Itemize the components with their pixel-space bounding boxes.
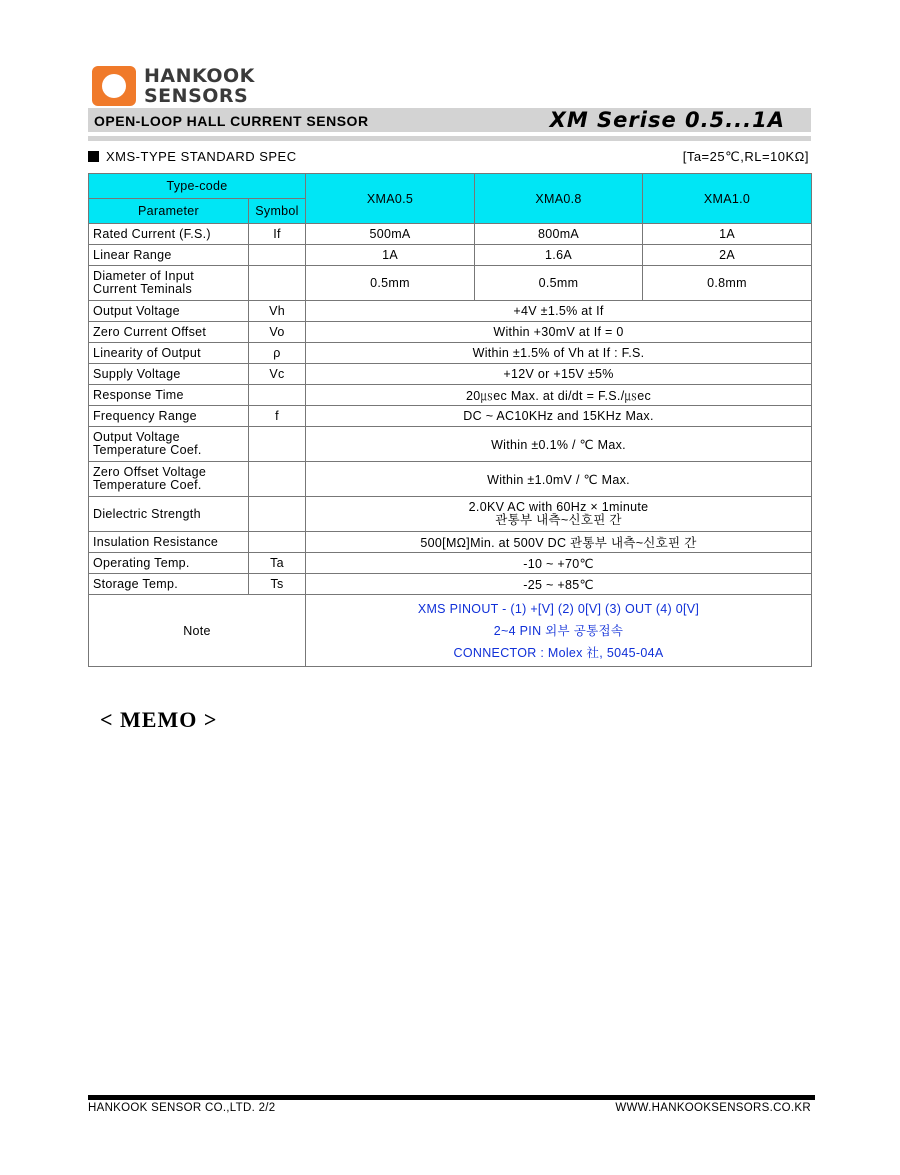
- symbol-cell: [249, 385, 306, 406]
- param-cell: Response Time: [89, 385, 249, 406]
- table-row: [89, 497, 812, 532]
- test-conditions: [Ta=25℃,RL=10KΩ]: [682, 149, 809, 164]
- note-content: [306, 595, 812, 667]
- table-row: [89, 301, 812, 322]
- value-cell: 2A: [643, 245, 812, 266]
- value-cell: 1A: [643, 224, 812, 245]
- logo-line-1: HANKOOK: [144, 65, 255, 87]
- table-row: [89, 385, 812, 406]
- spec-table: [88, 173, 812, 667]
- table-row: [89, 343, 812, 364]
- value-cell: 20㎲ec Max. at di/dt = F.S./㎲ec: [306, 385, 812, 406]
- value-cell: [306, 497, 812, 532]
- value-cell: 0.8mm: [643, 266, 812, 301]
- param-line-2: Temperature Coef.: [93, 443, 202, 457]
- value-cell: Within +30mV at If = 0: [306, 322, 812, 343]
- document-subtitle: OPEN-LOOP HALL CURRENT SENSOR: [94, 113, 369, 129]
- table-row: [89, 322, 812, 343]
- table-header-row: [89, 174, 812, 199]
- table-row: [89, 406, 812, 427]
- param-cell: Dielectric Strength: [89, 497, 249, 532]
- param-cell: Supply Voltage: [89, 364, 249, 385]
- table-row: [89, 364, 812, 385]
- param-cell: Frequency Range: [89, 406, 249, 427]
- param-cell: [89, 266, 249, 301]
- header-model-2: XMA0.8: [475, 174, 643, 224]
- logo-mark-icon: [92, 66, 136, 106]
- param-cell: Linearity of Output: [89, 343, 249, 364]
- symbol-cell: Ta: [249, 553, 306, 574]
- param-cell: Zero Current Offset: [89, 322, 249, 343]
- param-cell: Linear Range: [89, 245, 249, 266]
- param-line-2: Current Teminals: [93, 282, 193, 296]
- value-cell: Within ±1.0mV / ℃ Max.: [306, 462, 812, 497]
- value-cell: -10 ~ +70℃: [306, 553, 812, 574]
- value-cell: 1.6A: [475, 245, 643, 266]
- value-cell: 1A: [306, 245, 475, 266]
- header-model-3: XMA1.0: [643, 174, 812, 224]
- bullet-square-icon: [88, 151, 99, 162]
- symbol-cell: [249, 266, 306, 301]
- table-row: [89, 224, 812, 245]
- table-row: [89, 266, 812, 301]
- value-cell: 800mA: [475, 224, 643, 245]
- value-cell: Within ±0.1% / ℃ Max.: [306, 427, 812, 462]
- header-type-code: Type-code: [89, 174, 306, 199]
- value-cell: +12V or +15V ±5%: [306, 364, 812, 385]
- memo-heading: < MEMO >: [100, 707, 218, 732]
- value-cell: -25 ~ +85℃: [306, 574, 812, 595]
- symbol-cell: If: [249, 224, 306, 245]
- value-cell: +4V ±1.5% at If: [306, 301, 812, 322]
- footer-website: WWW.HANKOOKSENSORS.CO.KR: [615, 1102, 811, 1114]
- symbol-cell: [249, 245, 306, 266]
- symbol-cell: Vo: [249, 322, 306, 343]
- note-common: 2~4 PIN 외부 공통접속: [493, 623, 624, 638]
- param-cell: [89, 462, 249, 497]
- param-cell: Output Voltage: [89, 301, 249, 322]
- header-model-1: XMA0.5: [306, 174, 475, 224]
- value-cell: 0.5mm: [475, 266, 643, 301]
- table-row: [89, 574, 812, 595]
- company-logo: [92, 66, 292, 106]
- param-line-1: Diameter of Input: [93, 269, 194, 283]
- document-title: XM Serise 0.5...1A: [549, 108, 785, 132]
- symbol-cell: Ts: [249, 574, 306, 595]
- param-cell: Storage Temp.: [89, 574, 249, 595]
- symbol-cell: [249, 462, 306, 497]
- param-line-1: Output Voltage: [93, 430, 180, 444]
- logo-line-2: SENSORS: [144, 85, 249, 107]
- symbol-cell: ρ: [249, 343, 306, 364]
- section-label: XMS-TYPE STANDARD SPEC: [106, 149, 297, 164]
- header-parameter: Parameter: [89, 199, 249, 224]
- param-cell: Operating Temp.: [89, 553, 249, 574]
- value-cell: DC ~ AC10KHz and 15KHz Max.: [306, 406, 812, 427]
- symbol-cell: [249, 532, 306, 553]
- param-line-2: Temperature Coef.: [93, 478, 202, 492]
- table-row: [89, 553, 812, 574]
- table-row: [89, 245, 812, 266]
- footer-company: HANKOOK SENSOR CO.,LTD. 2/2: [88, 1102, 276, 1114]
- param-cell: Insulation Resistance: [89, 532, 249, 553]
- footer-divider: [88, 1095, 815, 1100]
- note-label: Note: [89, 595, 306, 667]
- param-cell: [89, 427, 249, 462]
- symbol-cell: [249, 427, 306, 462]
- note-pinout: XMS PINOUT - (1) +[V] (2) 0[V] (3) OUT (4) 0[V]: [417, 601, 700, 616]
- symbol-cell: Vc: [249, 364, 306, 385]
- note-connector: CONNECTOR : Molex 社, 5045-04A: [453, 645, 664, 660]
- symbol-cell: f: [249, 406, 306, 427]
- logo-text: [144, 66, 255, 106]
- table-row: [89, 532, 812, 553]
- value-cell: Within ±1.5% of Vh at If : F.S.: [306, 343, 812, 364]
- note-row: [89, 595, 812, 667]
- param-cell: Rated Current (F.S.): [89, 224, 249, 245]
- table-row: [89, 427, 812, 462]
- value-line-2: 관통부 내측~신호핀 간: [495, 513, 622, 527]
- param-line-1: Zero Offset Voltage: [93, 465, 207, 479]
- symbol-cell: [249, 497, 306, 532]
- title-divider: [88, 136, 811, 141]
- value-cell: 500mA: [306, 224, 475, 245]
- value-cell: 500[MΩ]Min. at 500V DC 관통부 내측~신호핀 간: [306, 532, 812, 553]
- value-cell: 0.5mm: [306, 266, 475, 301]
- table-row: [89, 462, 812, 497]
- header-symbol: Symbol: [249, 199, 306, 224]
- symbol-cell: Vh: [249, 301, 306, 322]
- value-line-1: 2.0KV AC with 60Hz × 1minute: [468, 500, 649, 514]
- title-bar: [88, 108, 811, 132]
- section-heading: [88, 149, 297, 164]
